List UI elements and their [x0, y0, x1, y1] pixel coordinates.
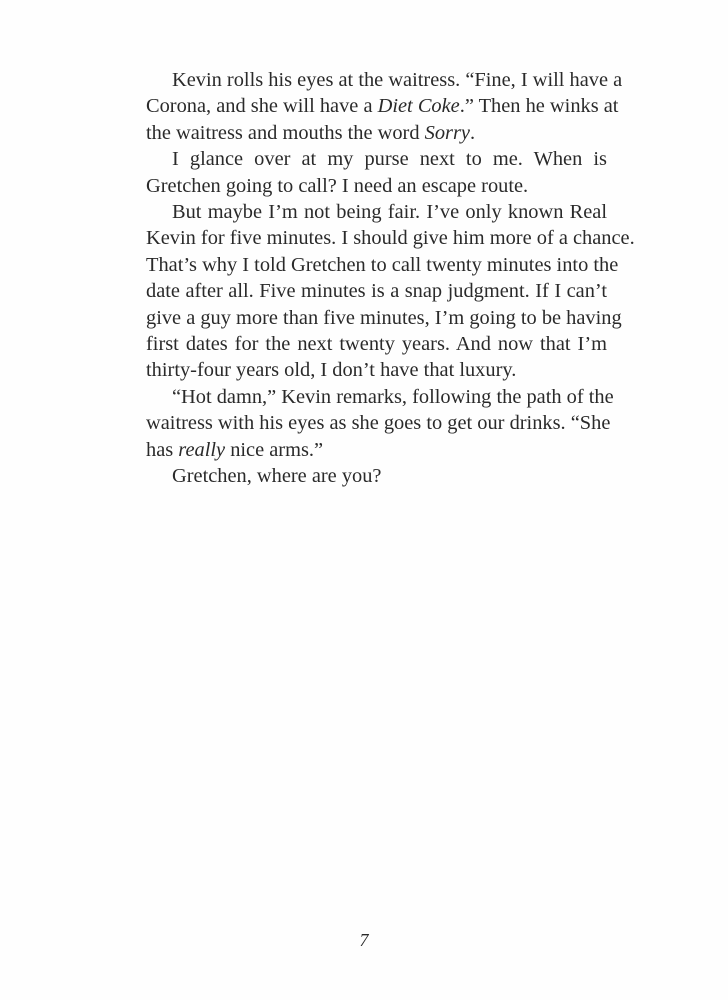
- text-run: date after all. Five minutes is a snap judgment. If I can’t: [146, 280, 607, 303]
- paragraph: [146, 67, 623, 146]
- text-line: [146, 331, 607, 357]
- text-line: [146, 67, 623, 93]
- text-run: waitress with his eyes as she goes to get our drinks. “She: [146, 412, 611, 435]
- text-line: [146, 225, 635, 251]
- text-line: [146, 357, 607, 383]
- text-run: “Hot damn,” Kevin remarks, following the path of the: [172, 385, 614, 408]
- text-run: Kevin for five minutes. I should give him more of a chance.: [146, 227, 635, 250]
- text-run: .” Then he winks at: [459, 95, 619, 118]
- text-run: the waitress and mouths the word: [146, 121, 425, 144]
- text-run: Sorry: [424, 121, 470, 144]
- text-run: give a guy more than five minutes, I’m going to be having: [146, 306, 622, 329]
- text-run: That’s why I told Gretchen to call twenty minutes into the: [146, 253, 619, 276]
- text-run: Diet Coke: [377, 95, 460, 118]
- paragraph: [146, 146, 607, 199]
- text-run: really: [178, 438, 226, 461]
- text-run: nice arms.”: [225, 438, 324, 461]
- text-line: [146, 305, 622, 331]
- paragraph: [146, 463, 607, 489]
- text-line: [146, 93, 619, 119]
- text-line: [146, 252, 619, 278]
- text-line: [146, 437, 607, 463]
- text-line: [146, 278, 607, 304]
- paragraph: [146, 199, 635, 384]
- text-run: Corona, and she will have a: [146, 95, 378, 118]
- paragraph: [146, 384, 614, 463]
- text-line: [146, 173, 607, 199]
- text-line: [146, 463, 607, 489]
- text-line: [146, 199, 607, 225]
- text-run: has: [146, 438, 179, 461]
- text-line: [146, 120, 607, 146]
- text-line: [146, 384, 614, 410]
- text-run: thirty-four years old, I don’t have that luxury.: [146, 359, 517, 382]
- text-run: .: [469, 121, 476, 144]
- page-number: 7: [359, 930, 369, 950]
- text-run: Gretchen, where are you?: [172, 465, 382, 488]
- text-line: [146, 146, 607, 172]
- text-run: first dates for the next twenty years. And now that I’m: [146, 333, 607, 356]
- body-text: [146, 67, 635, 490]
- text-line: [146, 410, 611, 436]
- text-run: But maybe I’m not being fair. I’ve only known Real: [172, 201, 607, 224]
- text-run: I glance over at my purse next to me. When is: [172, 148, 607, 171]
- text-run: Kevin rolls his eyes at the waitress. “Fine, I will have a: [172, 69, 623, 91]
- text-run: Gretchen going to call? I need an escape route.: [146, 174, 529, 197]
